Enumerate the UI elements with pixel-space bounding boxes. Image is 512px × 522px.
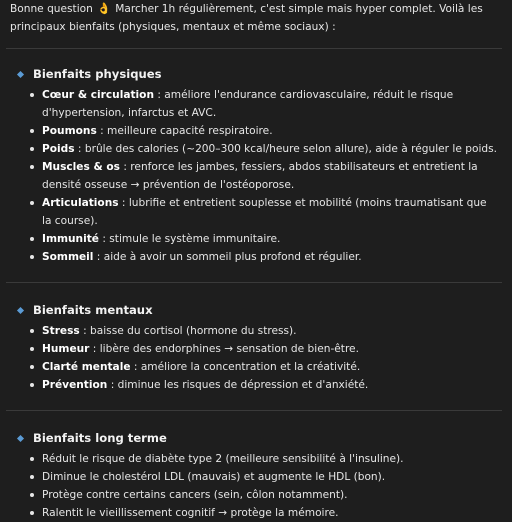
list-item: [30, 122, 498, 140]
item-text: : stimule le système immunitaire.: [98, 233, 281, 245]
item-term: Poumons: [42, 125, 97, 137]
section-long-term: [10, 429, 498, 522]
ok-hand-icon: 👌: [97, 2, 111, 15]
item-text: Diminue le cholestérol LDL (mauvais) et augmente le HDL (bon).: [42, 471, 386, 483]
item-text: : libère des endorphines → sensation de bien-être.: [89, 343, 359, 355]
list-item: [30, 158, 498, 194]
diamond-bullet-icon: [17, 434, 24, 441]
item-term: Immunité: [42, 233, 99, 245]
item-term: Articulations: [42, 197, 119, 209]
item-term: Clarté mentale: [42, 361, 131, 373]
item-text: : diminue les risques de dépression et d'anxiété.: [107, 379, 369, 391]
section-title: [10, 301, 498, 319]
section-title: [10, 429, 498, 447]
section-title-text: Bienfaits long terme: [33, 431, 167, 445]
list-item: [30, 248, 498, 266]
section-title: [10, 65, 498, 83]
list-item: [30, 322, 498, 340]
item-term: Poids: [42, 143, 75, 155]
item-text: : brûle des calories (~200–300 kcal/heure selon allure), aide à réguler le poids.: [74, 143, 497, 155]
list-item: [30, 358, 498, 376]
item-term: Sommeil: [42, 251, 94, 263]
section-title-text: Bienfaits physiques: [33, 67, 162, 81]
item-term: Humeur: [42, 343, 90, 355]
list-item: [30, 468, 498, 486]
list-item: [30, 194, 498, 230]
item-text: : baisse du cortisol (hormone du stress).: [79, 325, 297, 337]
item-text: : améliore l'endurance cardiovasculaire, réduit le risque d'hypertension, infarctus et AVC.: [42, 89, 454, 119]
item-text: : lubrifie et entretient souplesse et mobilité (moins traumatisant que la course).: [42, 197, 487, 227]
list-item: [30, 376, 498, 394]
list-item: [30, 230, 498, 248]
list-item: [30, 450, 498, 468]
list-item: [30, 340, 498, 358]
benefit-list: [10, 322, 498, 394]
list-item: [30, 86, 498, 122]
item-text: Protège contre certains cancers (sein, côlon notamment).: [42, 489, 348, 501]
item-text: : renforce les jambes, fessiers, abdos stabilisateurs et entretient la densité osseuse → prévention de l'ostéoporose.: [42, 161, 478, 191]
intro-text-after: Marcher 1h régulièrement, c'est simple mais hyper complet. Voilà les principaux bienfaits (physiques, mentaux et même sociaux) :: [10, 3, 483, 33]
intro-text-before: Bonne question: [10, 3, 97, 15]
list-item: [30, 486, 498, 504]
list-item: [30, 504, 498, 522]
section-physical: [10, 65, 498, 266]
list-item: [30, 140, 498, 158]
item-text: Ralentit le vieillissement cognitif → protège la mémoire.: [42, 507, 339, 519]
section-mental: [10, 301, 498, 394]
item-text: : meilleure capacité respiratoire.: [96, 125, 273, 137]
section-title-text: Bienfaits mentaux: [33, 303, 153, 317]
item-text: Réduit le risque de diabète type 2 (meilleure sensibilité à l'insuline).: [42, 453, 404, 465]
diamond-bullet-icon: [17, 306, 24, 313]
diamond-bullet-icon: [17, 70, 24, 77]
item-text: : améliore la concentration et la créativité.: [130, 361, 361, 373]
item-term: Prévention: [42, 379, 108, 391]
benefit-list: [10, 86, 498, 266]
benefit-list: [10, 450, 498, 522]
item-term: Stress: [42, 325, 80, 337]
item-text: : aide à avoir un sommeil plus profond et régulier.: [93, 251, 362, 263]
intro-paragraph: [10, 0, 498, 36]
item-term: Cœur & circulation: [42, 89, 154, 101]
item-term: Muscles & os: [42, 161, 120, 173]
